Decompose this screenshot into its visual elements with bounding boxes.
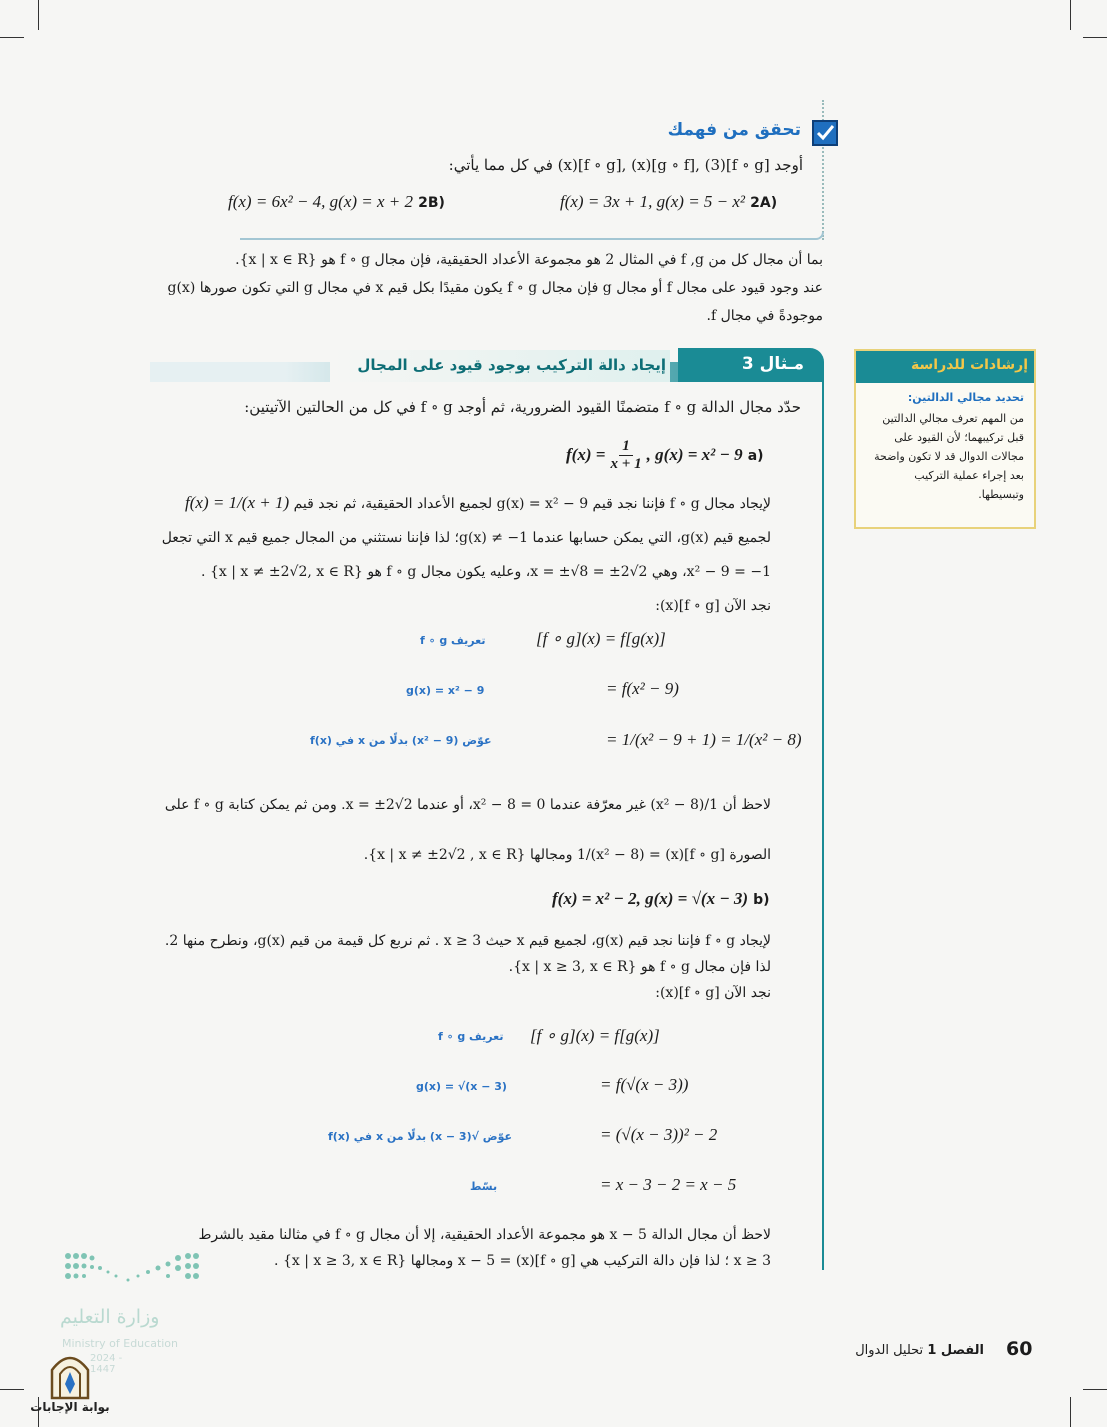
part-b-step-2-note: g(x) = √(x − 3)	[416, 1080, 507, 1093]
intro-line-2: عند وجود قيود على مجال f أو مجال g فإن مجال f ∘ g يكون مقيدًا بكل قيم x في مجال g التي تكون صورها g(x)	[167, 280, 823, 296]
margin-rule	[822, 380, 824, 1270]
part-b-paragraph	[131, 928, 771, 1006]
part-b-step-3: = (√(x − 3))² − 2	[600, 1125, 718, 1144]
part-b-observation	[131, 1222, 771, 1274]
item-2a	[560, 192, 777, 212]
page-number: 60	[1006, 1338, 1033, 1360]
part-a-fraction	[611, 438, 642, 473]
portal-watermark: بوابة الإجابات	[30, 1400, 110, 1414]
footer-chapter-title: تحليل الدوال	[855, 1343, 924, 1358]
part-b-step-3-note: عوّض √(x − 3) بدلًا من x في f(x)	[328, 1130, 512, 1143]
checkbox-icon	[812, 120, 838, 146]
crop-mark	[0, 1389, 24, 1390]
ministry-dots-logo	[62, 1250, 202, 1290]
part-a-g: , g(x) = x² − 9	[646, 445, 743, 464]
example-header	[150, 348, 824, 382]
part-b-observe-1: لاحظ أن مجال الدالة x − 5 هو مجموعة الأعداد الحقيقية، إلا أن مجال f ∘ g في مثالنا مقيد بالشرط	[198, 1227, 771, 1243]
part-b-label: b)	[753, 892, 770, 908]
study-tips-box	[854, 349, 1036, 529]
part-b-expr: f(x) = x² − 2, g(x) = √(x − 3)	[552, 889, 749, 908]
part-a-f: f(x) =	[566, 445, 606, 464]
ministry-english: Ministry of Education	[62, 1337, 179, 1350]
part-a-find-now: نجد الآن [f ∘ g](x):	[655, 598, 771, 614]
part-a-observation	[131, 780, 771, 880]
part-b-step-2: = f(√(x − 3))	[600, 1075, 689, 1094]
part-b-line-2: لذا فإن مجال f ∘ g هو {x | x ≥ 3, x ∈ R}.	[508, 959, 771, 975]
intro-paragraph	[123, 246, 823, 330]
intro-line-1: بما أن مجال كل من f ,g في المثال 2 هو مجموعة الأعداد الحقيقية، فإن مجال f ∘ g هو {x | x ∈ R}.	[235, 252, 823, 268]
footer-chapter	[844, 1343, 984, 1358]
part-a-line-2: لجميع قيم g(x)، التي يمكن حسابها عندما g(x) ≠ −1؛ لذا فإننا نستثني من المجال جميع قيم x التي تجعل	[161, 530, 771, 546]
check-instruction: أوجد [f ∘ g](3) ,[g ∘ f](x) ,[f ∘ g](x) في كل مما يأتي:	[448, 156, 803, 174]
part-a-step-1: [f ∘ g](x) = f[g(x)]	[536, 629, 666, 648]
part-a-observe-2: الصورة [f ∘ g](x) = 1/(x² − 8) ومجالها {x | x ≠ ±2√2 , x ∈ R}.	[363, 847, 771, 863]
part-a-observe-1: لاحظ أن 1/(x² − 8) غير معرّفة عندما x² − 8 = 0، أو عندما x = ±2√2. ومن ثم يمكن كتابة f ∘ g على	[164, 797, 771, 813]
crop-mark	[1083, 1389, 1107, 1390]
part-b-observe-2: x ≥ 3 ؛ لذا فإن دالة التركيب هي [f ∘ g](x) = x − 5 ومجالها {x | x ≥ 3, x ∈ R} .	[274, 1253, 771, 1269]
part-b-header	[552, 889, 770, 909]
ministry-year: 2024 - 1447	[90, 1353, 123, 1375]
study-tips-header: إرشادات للدراسة	[911, 357, 1028, 373]
part-a-step-2-note: g(x) = x² − 9	[406, 684, 485, 697]
crop-mark	[38, 0, 39, 30]
check-box-border	[240, 232, 824, 240]
part-b-step-4-note: بسّط	[470, 1180, 498, 1193]
part-a-step-3-note: عوّض (x² − 9) بدلًا من x في f(x)	[310, 734, 492, 747]
part-b-line-1: لإيجاد f ∘ g فإننا نجد قيم g(x)، لجميع قيم x حيث x ≥ 3 . ثم نربع كل قيمة من قيم g(x)، ونطرح منها 2.	[164, 933, 771, 949]
example-title: إيجاد دالة التركيب بوجود قيود على المجال	[357, 356, 666, 374]
crop-mark	[0, 37, 24, 38]
part-a-line-3: x² − 9 = −1، وهي x = ±√8 = ±2√2، وعليه يكون مجال f ∘ g هو {x | x ≠ ±2√2, x ∈ R} .	[201, 564, 771, 580]
portal-logo-icon	[48, 1350, 92, 1400]
part-a-paragraph	[161, 486, 771, 623]
part-a-label: a)	[747, 448, 764, 464]
study-tips-subtitle: تحديد مجالي الدالتين:	[907, 391, 1024, 404]
check-title: تحقق من فهمك	[667, 120, 801, 140]
part-a-frac-den: x + 1	[610, 456, 642, 472]
crop-mark	[1083, 37, 1107, 38]
part-b-step-1: [f ∘ g](x) = f[g(x)]	[530, 1026, 660, 1045]
footer-chapter-label: الفصل 1	[927, 1343, 984, 1358]
part-a-frac-num: 1	[619, 438, 633, 456]
item-2b-label: 2B)	[418, 195, 445, 211]
part-b-step-1-note: تعريف f ∘ g	[438, 1030, 504, 1043]
part-a-line-1: لإيجاد مجال f ∘ g فإننا نجد قيم g(x) = x² − 9 لجميع الأعداد الحقيقية، ثم نجد قيم f(x) = 1/(x + 1)	[185, 493, 771, 512]
item-2a-label: 2A)	[750, 195, 778, 211]
part-a-step-3: = 1/(x² − 9 + 1) = 1/(x² − 8)	[606, 730, 802, 749]
part-b-step-4: = x − 3 − 2 = x − 5	[600, 1175, 737, 1194]
ministry-arabic: وزارة التعليم	[60, 1306, 160, 1328]
item-2b-expr: f(x) = 6x² − 4, g(x) = x + 2	[228, 192, 414, 211]
part-a-header	[566, 438, 764, 473]
crop-mark	[1070, 0, 1071, 30]
item-2a-expr: f(x) = 3x + 1, g(x) = 5 − x²	[560, 192, 746, 211]
crop-mark	[1070, 1397, 1071, 1427]
intro-line-3: موجودةً في مجال f.	[706, 308, 823, 324]
example-label: مـثال 3	[741, 354, 804, 374]
part-b-find-now: نجد الآن [f ∘ g](x):	[655, 985, 771, 1001]
study-tips-body: من المهم تعرف مجالي الدالتين قبل تركيبهما؛ لأن القيود على مجالات الدوال قد لا تكون واضحة بعد إجراء عملية التركيب وتبسيطها.	[874, 412, 1024, 501]
example-prompt: حدّد مجال الدالة f ∘ g متضمنًا القيود الضرورية، ثم أوجد f ∘ g في كل من الحالتين الآتيتين:	[244, 398, 801, 416]
item-2b	[228, 192, 445, 212]
part-a-step-2: = f(x² − 9)	[606, 679, 679, 698]
part-a-step-1-note: تعريف f ∘ g	[420, 634, 486, 647]
